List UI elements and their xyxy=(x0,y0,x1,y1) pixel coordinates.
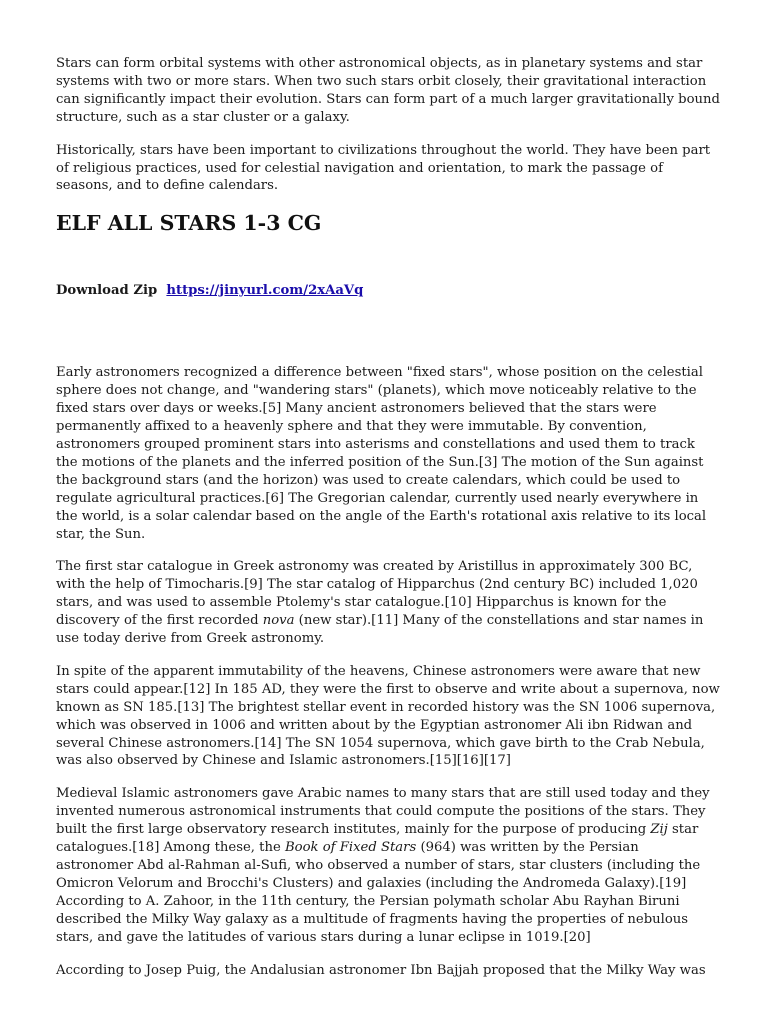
body-paragraph-2-text-a: The first star catalogue in Greek astronomy was created by Aristillus in approximately 300 BC, with the help of Timocharis.[9] The star catalog of Hipparchus (2nd century BC) included 1,020 stars, and was used to assemble Ptolemy's star catalogue.[10] Hipparchus is known for the discovery of the first recorded xyxy=(56,559,698,629)
body-paragraph-4-text-c: (964) was written by the Persian astronomer Abd al-Rahman al-Sufi, who observed a number of stars, star clusters (including the Omicron Velorum and Brocchi's Clusters) and galaxies (including the Andromeda Galaxy).[19] According to A. Zahoor, in the 11th century, the Persian polymath scholar Abu Rayhan Biruni described the Milky Way galaxy as a multitude of fragments having the properties of nebulous stars, and gave the latitudes of various stars during a lunar eclipse in 1019.[20] xyxy=(56,840,701,945)
body-paragraph-2 xyxy=(56,558,720,648)
body-paragraph-4 xyxy=(56,785,720,946)
zij-emphasis: Zij xyxy=(650,822,668,838)
download-link[interactable]: https://jinyurl.com/2xAaVq xyxy=(166,283,364,299)
body-paragraph-1: Early astronomers recognized a difference between "fixed stars", whose position on the celestial sphere does not change, and "wandering stars" (planets), which move noticeably relative to the fixed stars over days or weeks.[5] Many ancient astronomers believed that the stars were permanently affixed to a heavenly sphere and that they were immutable. By convention, astronomers grouped prominent stars into asterisms and constellations and used them to track the motions of the planets and the inferred position of the Sun.[3] The motion of the Sun against the background stars (and the horizon) was used to create calendars, which could be used to regulate agricultural practices.[6] The Gregorian calendar, currently used nearly everywhere in the world, is a solar calendar based on the angle of the Earth's rotational axis relative to its local star, the Sun. xyxy=(56,365,707,542)
download-line xyxy=(56,282,720,300)
document-page xyxy=(56,55,720,979)
body-paragraph-4-text-b: star catalogues.[18] Among these, the xyxy=(56,822,699,856)
title-block xyxy=(56,210,720,236)
page-title: ELF ALL STARS 1-3 CG xyxy=(56,211,322,236)
body-paragraph-5: According to Josep Puig, the Andalusian astronomer Ibn Bajjah proposed that the Milky Way was xyxy=(56,962,706,978)
download-label: Download Zip xyxy=(56,283,158,299)
article-body xyxy=(56,364,720,979)
nova-emphasis: nova xyxy=(262,613,295,629)
intro-paragraph-2: Historically, stars have been important to civilizations throughout the world. They have been part of religious practices, used for celestial navigation and orientation, to mark the passage of seasons, and to define calendars. xyxy=(56,142,711,194)
book-title-emphasis: Book of Fixed Stars xyxy=(284,840,417,856)
intro-paragraph-1: Stars can form orbital systems with other astronomical objects, as in planetary systems and star systems with two or more stars. When two such stars orbit closely, their gravitational interaction can significantly impact their evolution. Stars can form part of a much larger gravitationally bound structure, such as a star cluster or a galaxy. xyxy=(56,56,720,125)
body-paragraph-2-text-b: (new star).[11] Many of the constellations and star names in use today derive from Greek astronomy. xyxy=(56,613,704,647)
body-paragraph-3: In spite of the apparent immutability of the heavens, Chinese astronomers were aware that new stars could appear.[12] In 185 AD, they were the first to observe and write about a supernova, now known as SN 185.[13] The brightest stellar event in recorded history was the SN 1006 supernova, which was observed in 1006 and written about by the Egyptian astronomer Ali ibn Ridwan and several Chinese astronomers.[14] The SN 1054 supernova, which gave birth to the Crab Nebula, was also observed by Chinese and Islamic astronomers.[15][16][17] xyxy=(56,663,720,769)
body-paragraph-4-text-a: Medieval Islamic astronomers gave Arabic names to many stars that are still used today and they invented numerous astronomical instruments that could compute the positions of the stars. They built the first large observatory research institutes, mainly for the purpose of producing xyxy=(56,786,710,838)
